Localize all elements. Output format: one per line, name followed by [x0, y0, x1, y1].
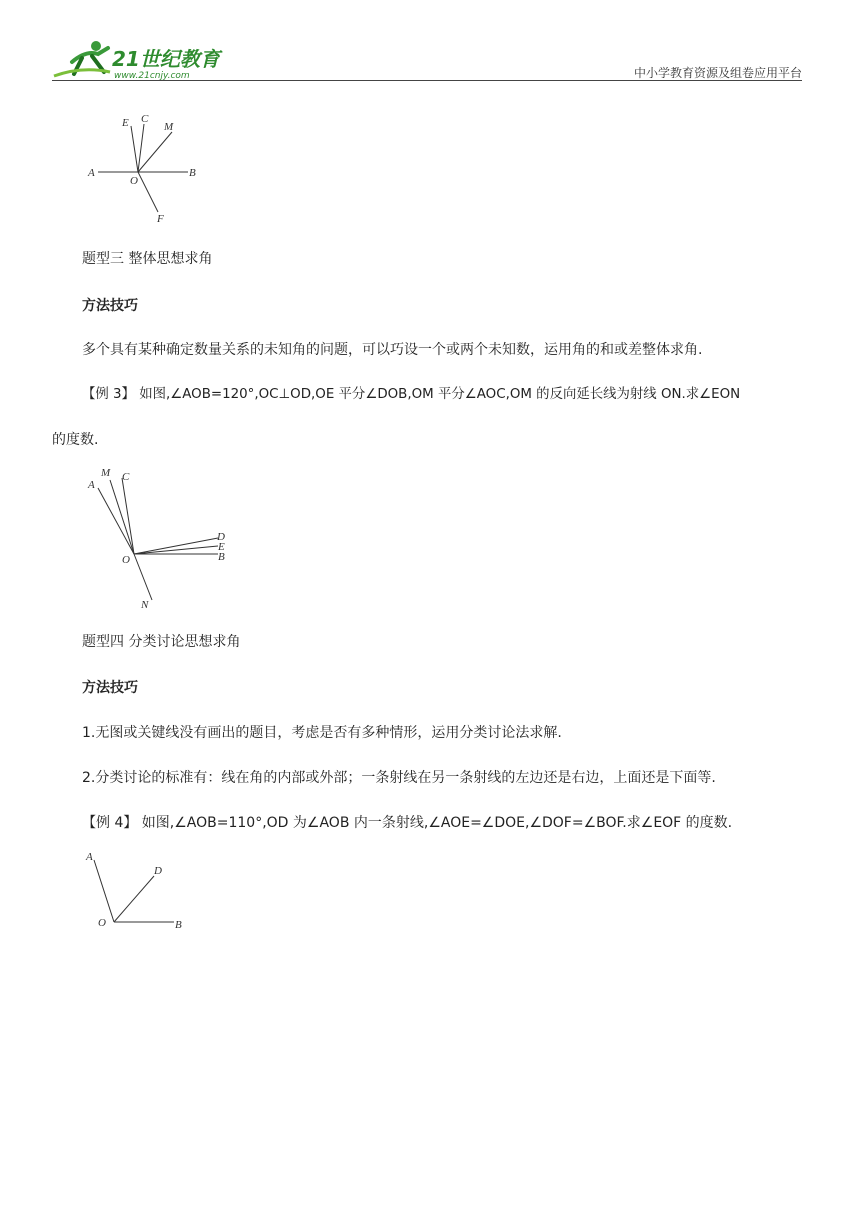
- section3-method-text: 多个具有某种确定数量关系的未知角的问题，可以巧设一个或两个未知数，运用角的和或差整体求角.: [82, 342, 703, 358]
- example4-text: 【例 4】 如图,∠AOB=110°,OD 为∠AOB 内一条射线,∠AOE=∠DOE,∠DOF=∠BOF.求∠EOF 的度数.: [82, 815, 733, 831]
- label-e: E: [122, 117, 129, 129]
- label-e: E: [218, 541, 225, 553]
- section4-title: 题型四 分类讨论思想求角: [82, 634, 241, 650]
- label-o: O: [130, 175, 138, 187]
- ray-of: [138, 172, 158, 212]
- ray-om: [138, 132, 172, 172]
- label-o: O: [122, 554, 130, 566]
- ray-on: [134, 554, 152, 600]
- ray-oc: [138, 124, 144, 172]
- label-f: F: [157, 213, 164, 225]
- label-a: A: [88, 167, 95, 179]
- ray-od: [114, 876, 154, 922]
- figure-3: [82, 844, 202, 936]
- label-d: D: [217, 531, 225, 543]
- section3-title: 题型三 整体思想求角: [82, 251, 213, 267]
- section4-tip2: 2.分类讨论的标准有：线在角的内部或外部；一条射线在另一条射线的左边还是右边，上面还是下面等.: [82, 770, 716, 786]
- label-a: A: [88, 479, 95, 491]
- label-b: B: [218, 551, 225, 563]
- ray-od: [134, 538, 218, 554]
- label-o: O: [98, 917, 106, 929]
- figure-2: [82, 462, 242, 614]
- label-c: C: [141, 113, 149, 125]
- figure-1: [80, 108, 220, 228]
- section3-method-heading: 方法技巧: [82, 298, 138, 314]
- logo-text: 21世纪教育: [112, 47, 220, 71]
- section4-method-heading: 方法技巧: [82, 680, 138, 696]
- ray-oe: [131, 126, 138, 172]
- label-n: N: [141, 599, 149, 611]
- label-d: D: [154, 865, 162, 877]
- ray-oa: [94, 860, 114, 922]
- label-a: A: [86, 851, 93, 863]
- page-header: [52, 36, 802, 82]
- example3-line2: 的度数.: [52, 432, 99, 448]
- label-c: C: [122, 471, 130, 483]
- label-b: B: [189, 167, 196, 179]
- label-m: M: [164, 121, 174, 133]
- example3-line1: 【例 3】 如图,∠AOB=120°,OC⊥OD,OE 平分∠DOB,OM 平分∠AOC,OM 的反向延长线为射线 ON.求∠EON: [82, 387, 741, 402]
- logo-url: www.21cnjy.com: [114, 71, 190, 81]
- section4-tip1: 1.无图或关键线没有画出的题目，考虑是否有多种情形，运用分类讨论法求解.: [82, 725, 562, 741]
- header-divider: [52, 80, 802, 81]
- logo: [52, 36, 232, 82]
- ray-oe: [134, 546, 218, 554]
- header-platform-text: 中小学教育资源及组卷应用平台: [633, 66, 802, 80]
- label-b: B: [175, 919, 182, 931]
- label-m: M: [101, 467, 111, 479]
- logo-graphic: [52, 36, 232, 82]
